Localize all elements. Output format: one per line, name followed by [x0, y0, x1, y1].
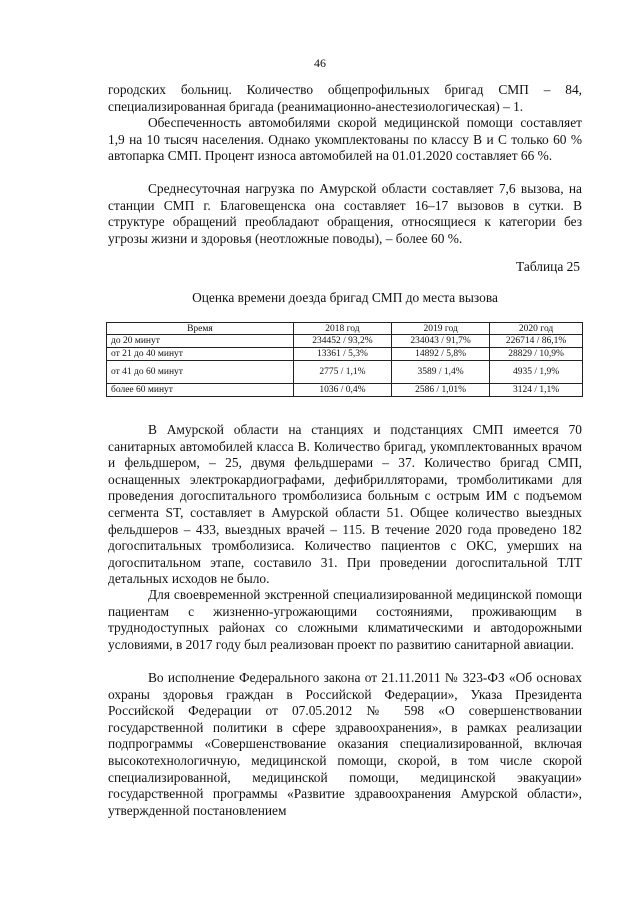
row-label: до 20 минут	[107, 335, 294, 348]
cell-2020: 4935 / 1,9%	[490, 361, 583, 384]
cell-2019: 3589 / 1,4%	[392, 361, 490, 384]
cell-2019: 2586 / 1,01%	[392, 384, 490, 397]
paragraph-hospitals: городских больниц. Количество общепрофильных бригад СМП – 84, специализированная бригада (реанимационно-анестезиологическая) – 1.	[108, 82, 582, 114]
table-row	[107, 348, 583, 361]
cell-2019: 14892 / 5,8%	[392, 348, 490, 361]
table-label: Таблица 25	[516, 259, 580, 274]
row-label: более 60 минут	[107, 384, 294, 397]
table-row	[107, 361, 583, 384]
table-row	[107, 384, 583, 397]
cell-2019: 234043 / 91,7%	[392, 335, 490, 348]
table-title: Оценка времени доезда бригад СМП до места вызова	[192, 290, 498, 305]
cell-2020: 3124 / 1,1%	[490, 384, 583, 397]
page-number: 46	[314, 56, 326, 70]
cell-2018: 2775 / 1,1%	[293, 361, 391, 384]
header-time: Время	[107, 323, 294, 335]
table-row	[107, 335, 583, 348]
cell-2020: 226714 / 86,1%	[490, 335, 583, 348]
header-2018: 2018 год	[293, 323, 391, 335]
paragraph-load: Среднесуточная нагрузка по Амурской области составляет 7,6 вызова, на станции СМП г. Благовещенска она составляет 16–17 вызовов в сутки. В структуре обращений преобладают обращения, относящиеся к категории без угрозы жизни и здоровья (неотложные поводы), – более 60 %.	[108, 181, 582, 246]
cell-2018: 1036 / 0,4%	[293, 384, 391, 397]
row-label: от 21 до 40 минут	[107, 348, 294, 361]
cell-2020: 28829 / 10,9%	[490, 348, 583, 361]
header-2019: 2019 год	[392, 323, 490, 335]
paragraph-ambulance-fleet: В Амурской области на станциях и подстанциях СМП имеется 70 санитарных автомобилей класса В. Количество бригад, укомплектованных врачом и фельдшером, – 25, двумя фельдшерами – 37. Количество бригад СМП, оснащенных электрокардиографами, дефибрилляторами, тромболитиками для проведения догоспитального тромболизиса больным с острым ИМ с подъемом сегмента ST, составляет в Амурской области 51. Общее количество выездных фельдшеров – 433, выездных врачей – 115. В течение 2020 года проведено 182 догоспитальных тромболизиса. Количество пациентов с ОКС, умерших на догоспитальном этапе, составило 31. При проведении догоспитальной ТЛТ детальных исходов не было.	[108, 422, 582, 587]
cell-2018: 234452 / 93,2%	[293, 335, 391, 348]
table-header-row	[107, 323, 583, 335]
arrival-time-table	[106, 322, 583, 397]
paragraph-vehicles: Обеспеченность автомобилями скорой медицинской помощи составляет 1,9 на 10 тысяч населения. Однако укомплектованы по классу В и С только 60 % автопарка СМП. Процент износа автомобилей на 01.01.2020 составляет 66 %.	[108, 115, 582, 164]
paragraph-air-ambulance: Для своевременной экстренной специализированной медицинской помощи пациентам с жизненно-угрожающими состояниями, проживающим в труднодоступных районах со сложными климатическими и автодорожными условиями, в 2017 году был реализован проект по развитию санитарной авиации.	[108, 587, 582, 652]
paragraph-federal-law: Во исполнение Федерального закона от 21.11.2011 № 323-ФЗ «Об основах охраны здоровья граждан в Российской Федерации», Указа Президента Российской Федерации от 07.05.2012 № 598 «О совершенствовании государственной политики в сфере здравоохранения», в рамках реализации подпрограммы «Совершенствование оказания специализированной, включая высокотехнологичную, медицинской помощи, скорой, в том числе скорой специализированной, медицинской помощи, медицинской эвакуации» государственной программы «Развитие здравоохранения Амурской области», утвержденной постановлением	[108, 670, 582, 818]
cell-2018: 13361 / 5,3%	[293, 348, 391, 361]
header-2020: 2020 год	[490, 323, 583, 335]
row-label: от 41 до 60 минут	[107, 361, 294, 384]
